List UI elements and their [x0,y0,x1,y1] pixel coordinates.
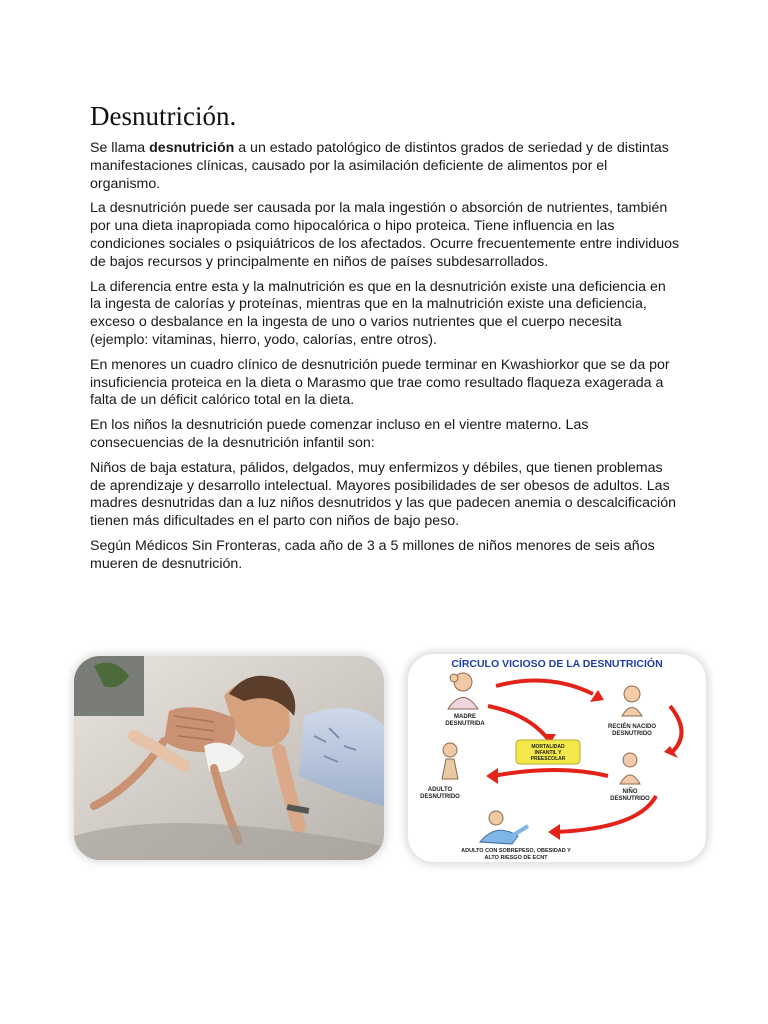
article [90,100,680,581]
paragraph-1-lead: Se llama [90,140,150,156]
page-title: Desnutrición. [90,101,237,131]
photo-illustration [74,656,384,860]
node-mortalidad-line1: MORTALIDAD [531,744,565,750]
vicious-circle-diagram [408,654,706,862]
recien-figure [622,686,642,716]
madre-figure [448,673,478,709]
paragraph-1-rest: a un estado patológico de distintos grados de seriedad y de distintas manifestaciones clínicas, causado por la asimilación deficiente de alimentos por el organismo. [90,140,669,192]
arrow-recien-to-nino [670,706,682,754]
node-madre-line1: MADRE [454,714,476,720]
paragraph-3: La diferencia entre esta y la malnutrición es que en la desnutrición existe una deficiencia en la ingesta de calorías y proteínas, mientras que en la malnutrición existe una deficiencia, exceso o desbalance en la ingesta de uno o varios nutrientes que el cuerpo necesita (ejemplo: vitaminas, hierro, yodo, calorías, entre otros). [90,278,666,348]
diagram-title: CÍRCULO VICIOSO DE LA DESNUTRICIÓN [451,658,663,670]
node-nino-line1: NIÑO [622,789,638,795]
node-obesidad-line2: ALTO RIESGO DE ECNT [484,855,548,861]
arrow-nino-to-adulto [493,770,608,776]
obesidad-figure [480,811,528,844]
nino-figure [620,753,640,784]
paragraph-1 [90,140,680,193]
node-adulto-line2: DESNUTRIDO [420,794,460,800]
node-recien-line2: DESNUTRIDO [612,731,652,737]
arrow-madre-to-recien [496,681,593,694]
malnourished-child-photo [74,656,384,860]
node-nino-line2: DESNUTRIDO [610,796,650,802]
node-madre-line2: DESNUTRIDA [445,721,485,727]
node-recien-line1: RECIÉN NACIDO [607,724,657,730]
paragraph-4: En menores un cuadro clínico de desnutrición puede terminar en Kwashiorkor que se da por insuficiencia proteica en la dieta o Marasmo que trae como resultado flaqueza exagerada a falta de un déficit calórico total en la dieta. [90,356,670,409]
paragraph-6: Niños de baja estatura, pálidos, delgados, muy enfermizos y débiles, que tienen problemas de aprendizaje y desarrollo intelectual. Mayores posibilidades de ser obesos de adultos. Las madres desnutridas dan a luz niños desnutridos y las que padecen anemia o descalcificación tienen más dificultades en el parto con niños de bajo peso. [90,459,676,530]
adulto-figure [442,743,458,779]
paragraph-5: En los niños la desnutrición puede comenzar incluso en el vientre materno. Las consecuencias de la desnutrición infantil son: [90,417,589,451]
node-obesidad-line1: ADULTO CON SOBREPESO, OBESIDAD Y [461,848,571,854]
paragraph-1-bold-term: desnutrición [149,140,235,156]
node-mortalidad-line3: PREESCOLAR [530,756,566,762]
arrowhead-4 [548,824,560,840]
paragraph-2: La desnutrición puede ser causada por la mala ingestión o absorción de nutrientes, también por una dieta inapropiada como hipocalórica o hipo proteica. Tiene influencia en las condiciones sociales o psiquiátricos de los afectados. Ocurre frecuentemente entre individuos de bajos recursos y principalmente en niños de países subdesarrollados. [90,200,680,270]
diagram-svg [408,654,706,862]
node-mortalidad-line2: INFANTIL Y [534,750,562,756]
node-adulto-line1: ADULTO [427,787,453,793]
paragraph-7: Según Médicos Sin Fronteras, cada año de 3 a 5 millones de niños menores de seis años mueren de desnutrición. [90,537,655,572]
arrowhead-3 [486,768,498,784]
arrow-madre-to-mortalidad [488,706,548,739]
